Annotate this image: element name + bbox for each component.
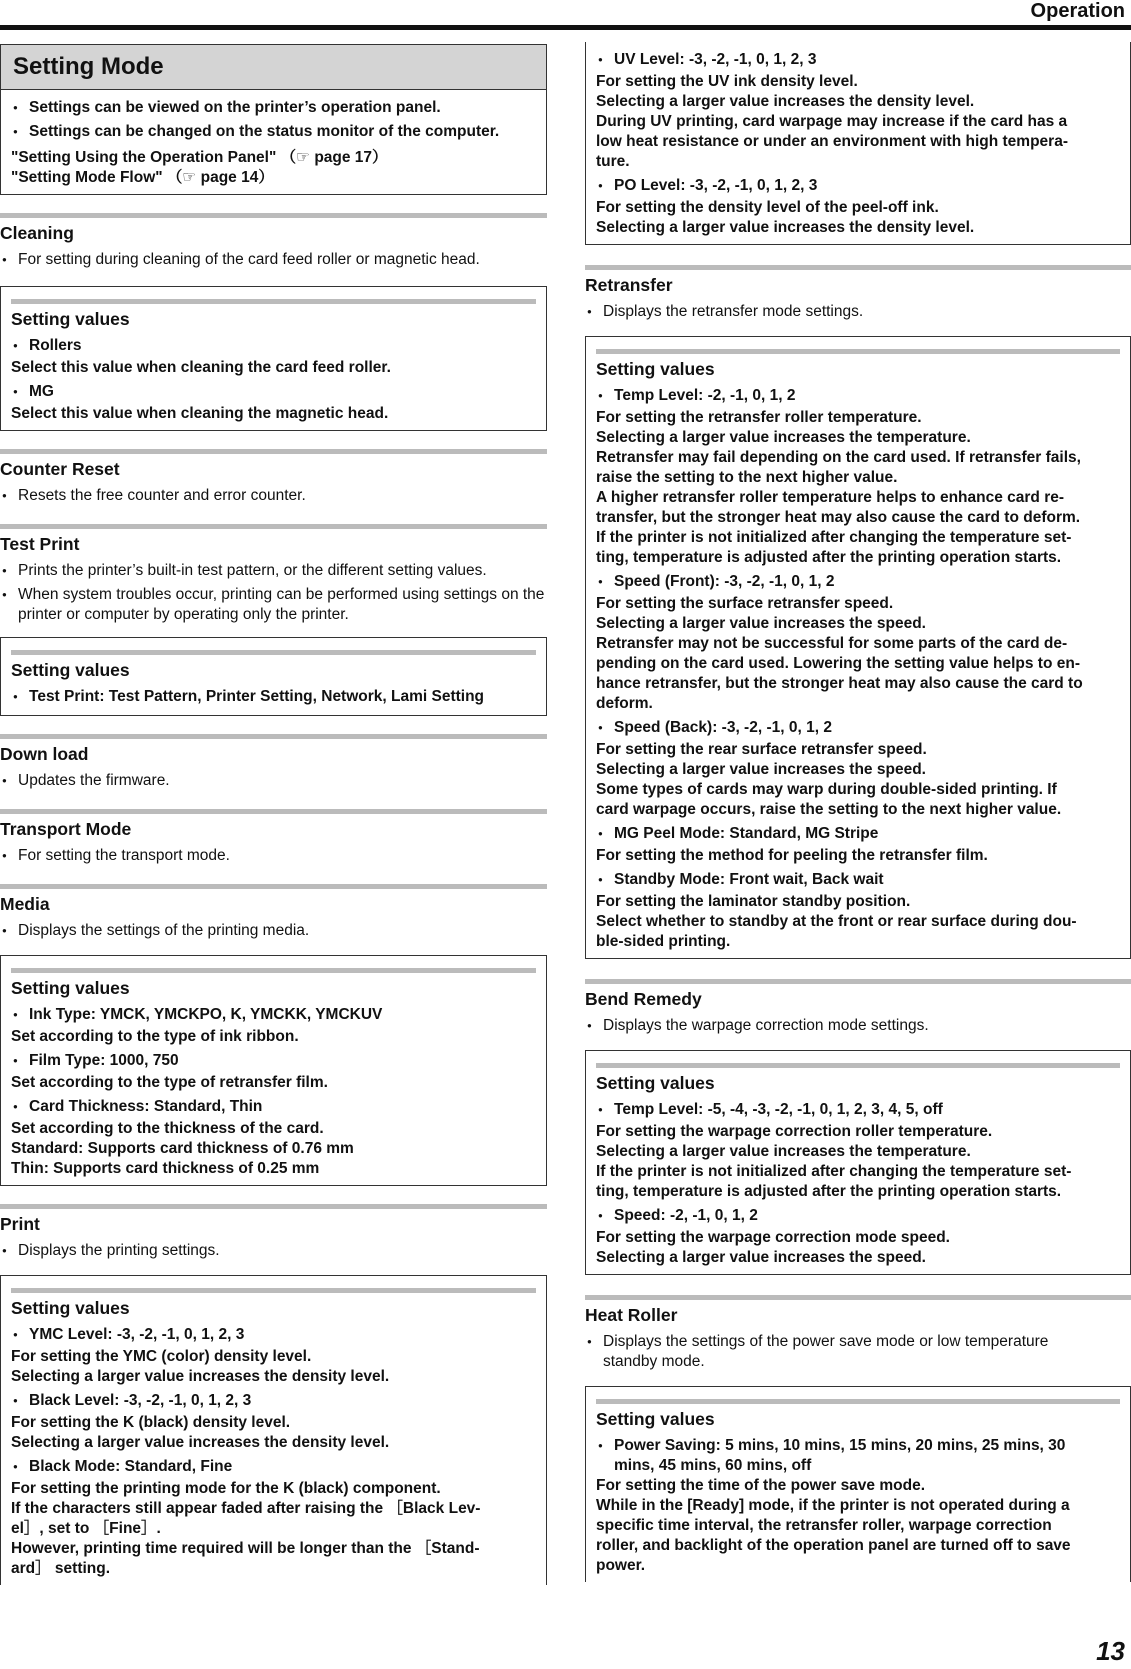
value-item: ● Temp Level: -2, -1, 0, 1, 2 — [596, 386, 1120, 406]
value-description: If the printer is not initialized after changing the temperature set- — [596, 1163, 1072, 1180]
list-item: ● Displays the settings of the power save mode or low temperature — [585, 1332, 1131, 1352]
value-description: For setting the laminator standby position. — [596, 893, 911, 910]
section-cleaning — [0, 213, 547, 431]
value-description: Set according to the type of retransfer film. — [11, 1074, 328, 1091]
value-description: A higher retransfer roller temperature helps to enhance card re- — [596, 489, 1065, 506]
setting-mode-title: Setting Mode — [1, 45, 546, 90]
value-description: For setting the method for peeling the retransfer film. — [596, 847, 988, 864]
setting-values-box — [0, 637, 547, 716]
right-column — [585, 42, 1131, 1582]
section-title: Print — [0, 1214, 40, 1234]
section-rule — [0, 213, 547, 218]
section-rule — [0, 884, 547, 889]
value-description: Select this value when cleaning the card feed roller. — [11, 359, 391, 376]
value-description: deform. — [596, 695, 653, 712]
setting-values-title: Setting values — [596, 1073, 715, 1093]
section-rule — [585, 1295, 1131, 1300]
page-link[interactable]: "Setting Using the Operation Panel" （☞ page 17） — [11, 149, 388, 166]
value-description: For setting the time of the power save mode. — [596, 1477, 925, 1494]
section-heat-roller — [585, 1295, 1131, 1582]
section-rule — [0, 1204, 547, 1209]
box-rule — [596, 349, 1120, 354]
list-item: ● Updates the firmware. — [0, 771, 547, 791]
value-item: ● MG — [11, 382, 536, 402]
value-item: ● Card Thickness: Standard, Thin — [11, 1097, 536, 1117]
value-description: card warpage occurs, raise the setting to the next higher value. — [596, 801, 1062, 818]
value-description: specific time interval, the retransfer roller, warpage correction — [596, 1517, 1052, 1534]
section-media — [0, 884, 547, 1186]
value-description: For setting the density level of the peel-off ink. — [596, 199, 939, 216]
box-rule — [11, 299, 536, 304]
section-title: Media — [0, 894, 50, 914]
section-title: Cleaning — [0, 223, 74, 243]
section-title: Heat Roller — [585, 1305, 678, 1325]
section-title: Bend Remedy — [585, 989, 702, 1009]
list-item: ● For setting during cleaning of the card feed roller or magnetic head. — [0, 250, 547, 270]
setting-values-title: Setting values — [11, 978, 130, 998]
value-description: el］, set to ［Fine］. — [11, 1520, 161, 1537]
section-rule — [0, 524, 547, 529]
section-title: Counter Reset — [0, 459, 120, 479]
value-description: ting, temperature is adjusted after the printing operation starts. — [596, 549, 1062, 566]
list-item: ● Displays the settings of the printing media. — [0, 921, 547, 941]
value-description: ble-sided printing. — [596, 933, 731, 950]
setting-values-box — [585, 1386, 1131, 1582]
section-rule — [585, 265, 1131, 270]
value-item: ● UV Level: -3, -2, -1, 0, 1, 2, 3 — [596, 50, 1120, 70]
value-item: ● Standby Mode: Front wait, Back wait — [596, 870, 1120, 890]
section-rule — [585, 979, 1131, 984]
value-item: ● Speed: -2, -1, 0, 1, 2 — [596, 1206, 1120, 1226]
value-description: ting, temperature is adjusted after the printing operation starts. — [596, 1183, 1062, 1200]
value-description: For setting the warpage correction roller temperature. — [596, 1123, 993, 1140]
section-bend-remedy — [585, 979, 1131, 1275]
value-description: transfer, but the stronger heat may also cause the card to deform. — [596, 509, 1081, 526]
setting-values-box — [0, 286, 547, 431]
value-item: ● Film Type: 1000, 750 — [11, 1051, 536, 1071]
setting-values-box — [585, 336, 1131, 959]
value-description: Thin: Supports card thickness of 0.25 mm — [11, 1160, 320, 1177]
value-description: low heat resistance or under an environment with high tempera- — [596, 133, 1068, 150]
value-description: Selecting a larger value increases the speed. — [596, 761, 926, 778]
value-description: Retransfer may not be successful for some parts of the card de- — [596, 635, 1068, 652]
value-description: If the characters still appear faded after raising the ［Black Lev- — [11, 1500, 481, 1517]
box-rule — [11, 650, 536, 655]
value-item: ● Speed (Front): -3, -2, -1, 0, 1, 2 — [596, 572, 1120, 592]
box-rule — [596, 1399, 1120, 1404]
value-description: For setting the YMC (color) density level. — [11, 1348, 312, 1365]
section-title: Transport Mode — [0, 819, 132, 839]
page-header-title: Operation — [1030, 0, 1125, 22]
list-item-continued: standby mode. — [603, 1353, 705, 1370]
box-rule — [11, 1288, 536, 1293]
page-number: 13 — [1096, 1636, 1125, 1666]
section-transport-mode — [0, 809, 547, 866]
header-rule — [0, 25, 1131, 30]
setting-values-box-continued — [585, 42, 1131, 245]
left-column — [0, 44, 547, 1585]
value-item: ● Test Print: Test Pattern, Printer Setting, Network, Lami Setting — [11, 687, 536, 707]
value-description: For setting the UV ink density level. — [596, 73, 858, 90]
value-description: For setting the printing mode for the K (black) component. — [11, 1480, 441, 1497]
value-description: Select this value when cleaning the magnetic head. — [11, 405, 389, 422]
value-description: pending on the card used. Lowering the setting value helps to en- — [596, 655, 1080, 672]
section-rule — [0, 734, 547, 739]
list-item: ● Displays the printing settings. — [0, 1241, 547, 1261]
value-description: raise the setting to the next higher value. — [596, 469, 898, 486]
section-counter-reset — [0, 449, 547, 506]
value-item: ● Black Level: -3, -2, -1, 0, 1, 2, 3 — [11, 1391, 536, 1411]
value-item: ● Power Saving: 5 mins, 10 mins, 15 mins, 20 mins, 25 mins, 30 — [596, 1436, 1120, 1456]
setting-values-title: Setting values — [596, 1409, 715, 1429]
box-rule — [596, 1063, 1120, 1068]
page-link[interactable]: "Setting Mode Flow" （☞ page 14） — [11, 169, 274, 186]
value-item: ● Rollers — [11, 336, 536, 356]
value-description: For setting the retransfer roller temperature. — [596, 409, 922, 426]
setting-mode-box — [0, 44, 547, 195]
value-description: Selecting a larger value increases the speed. — [596, 615, 926, 632]
value-description: If the printer is not initialized after changing the temperature set- — [596, 529, 1072, 546]
value-description: Selecting a larger value increases the density level. — [11, 1368, 390, 1385]
section-test-print — [0, 524, 547, 716]
setting-values-box — [585, 1050, 1131, 1275]
section-title: Down load — [0, 744, 89, 764]
value-item: ● MG Peel Mode: Standard, MG Stripe — [596, 824, 1120, 844]
setting-values-title: Setting values — [11, 1298, 130, 1318]
value-description: Selecting a larger value increases the temperature. — [596, 429, 971, 446]
section-title: Test Print — [0, 534, 80, 554]
list-item: ● Resets the free counter and error counter. — [0, 486, 547, 506]
value-description: Standard: Supports card thickness of 0.76 mm — [11, 1140, 354, 1157]
value-item-continued: mins, 45 mins, 60 mins, off — [614, 1457, 812, 1474]
value-description: During UV printing, card warpage may increase if the card has a — [596, 113, 1068, 130]
value-description: For setting the surface retransfer speed. — [596, 595, 894, 612]
value-description: Selecting a larger value increases the density level. — [11, 1434, 390, 1451]
value-description: Selecting a larger value increases the density level. — [596, 93, 975, 110]
list-item: ● Prints the printer’s built-in test pattern, or the different setting values. — [0, 561, 547, 581]
list-item: ● Settings can be changed on the status monitor of the computer. — [11, 122, 534, 142]
value-item: ● Speed (Back): -3, -2, -1, 0, 1, 2 — [596, 718, 1120, 738]
value-description: While in the [Ready] mode, if the printer is not operated during a — [596, 1497, 1070, 1514]
value-description: Set according to the thickness of the card. — [11, 1120, 324, 1137]
section-retransfer — [585, 265, 1131, 959]
value-description: Select whether to standby at the front or rear surface during dou- — [596, 913, 1077, 930]
section-title: Retransfer — [585, 275, 673, 295]
setting-values-box — [0, 955, 547, 1186]
value-description: ture. — [596, 153, 630, 170]
value-description: Retransfer may fail depending on the card used. If retransfer fails, — [596, 449, 1081, 466]
setting-values-title: Setting values — [596, 359, 715, 379]
value-description: Selecting a larger value increases the density level. — [596, 219, 975, 236]
value-description: Some types of cards may warp during double-sided printing. If — [596, 781, 1057, 798]
box-rule — [11, 968, 536, 973]
value-item: ● Ink Type: YMCK, YMCKPO, K, YMCKK, YMCKUV — [11, 1005, 536, 1025]
setting-values-title: Setting values — [11, 660, 130, 680]
value-item: ● Temp Level: -5, -4, -3, -2, -1, 0, 1, 2, 3, 4, 5, off — [596, 1100, 1120, 1120]
list-item: ● Displays the warpage correction mode settings. — [585, 1016, 1131, 1036]
section-print — [0, 1204, 547, 1585]
value-description: Selecting a larger value increases the temperature. — [596, 1143, 971, 1160]
value-description: Set according to the type of ink ribbon. — [11, 1028, 299, 1045]
list-item: ● Settings can be viewed on the printer’s operation panel. — [11, 98, 534, 118]
section-rule — [0, 809, 547, 814]
value-description: Selecting a larger value increases the speed. — [596, 1249, 926, 1266]
value-description: For setting the warpage correction mode speed. — [596, 1229, 950, 1246]
setting-values-title: Setting values — [11, 309, 130, 329]
value-description: ard］ setting. — [11, 1560, 111, 1577]
list-item: ● For setting the transport mode. — [0, 846, 547, 866]
section-rule — [0, 449, 547, 454]
value-description: hance retransfer, but the stronger heat may also cause the card to — [596, 675, 1083, 692]
value-description: power. — [596, 1557, 646, 1574]
setting-values-box — [0, 1275, 547, 1585]
value-description: For setting the K (black) density level. — [11, 1414, 291, 1431]
value-description: However, printing time required will be longer than the ［Stand- — [11, 1540, 480, 1557]
section-download — [0, 734, 547, 791]
value-description: roller, and backlight of the operation panel are turned off to save — [596, 1537, 1071, 1554]
value-item: ● PO Level: -3, -2, -1, 0, 1, 2, 3 — [596, 176, 1120, 196]
list-item: ● When system troubles occur, printing can be performed using settings on the printer or computer by operating only the printer. — [0, 585, 547, 625]
value-item: ● Black Mode: Standard, Fine — [11, 1457, 536, 1477]
value-description: For setting the rear surface retransfer speed. — [596, 741, 927, 758]
list-item: ● Displays the retransfer mode settings. — [585, 302, 1131, 322]
value-item: ● YMC Level: -3, -2, -1, 0, 1, 2, 3 — [11, 1325, 536, 1345]
